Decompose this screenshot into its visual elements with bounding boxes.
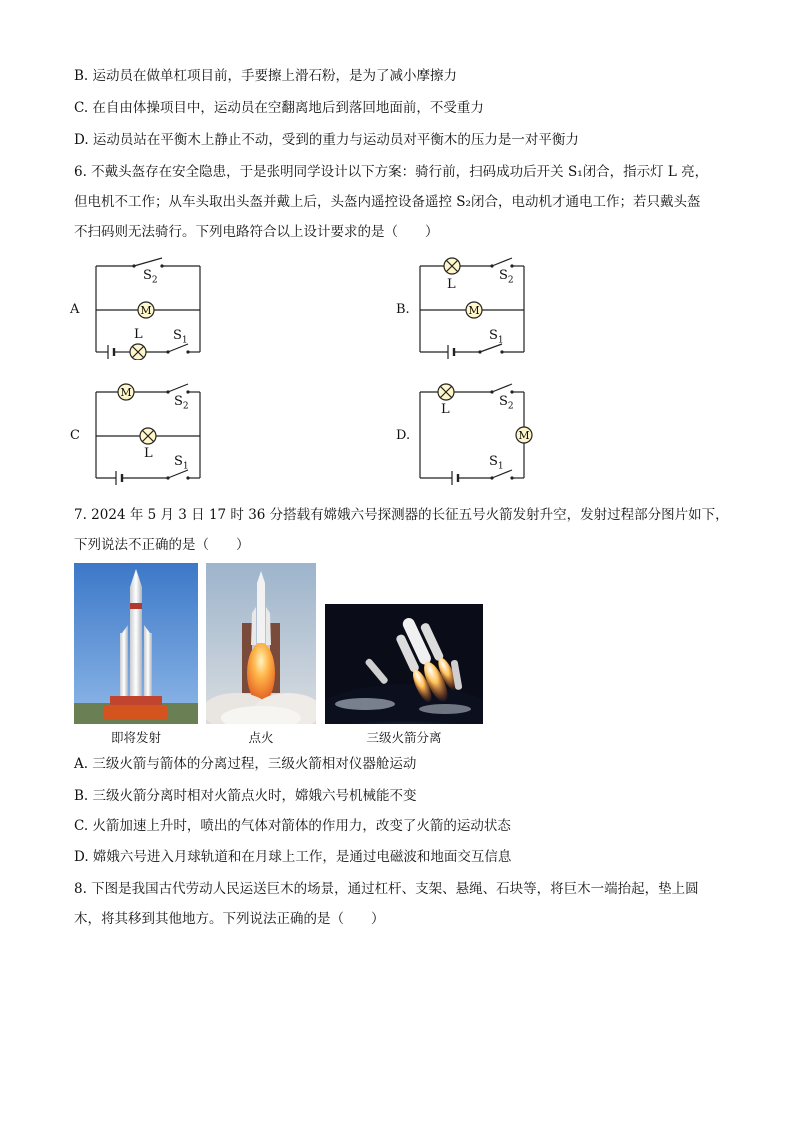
circuit-a-lamp-label: L — [134, 327, 143, 342]
q6-stem-line1: 6. 不戴头盔存在安全隐患，于是张明同学设计以下方案：骑行前，扫码成功后开关 S₁闭合，指示灯 L 亮， — [74, 164, 709, 180]
circuit-d-lamp-label: L — [441, 402, 450, 417]
circuit-d-diagram — [414, 382, 538, 486]
circuit-c-s1-label: $S_1$ — [174, 454, 189, 472]
circuit-a-motor: M — [140, 304, 152, 317]
circuit-b-lamp-label: L — [447, 277, 456, 292]
circuit-d-label: D. — [396, 428, 411, 443]
circuit-b-motor: M — [468, 304, 480, 317]
circuit-c-motor: M — [120, 386, 132, 399]
caption-pre-launch: 即将发射 — [110, 730, 161, 745]
q6-stem-line3: 不扫码则无法骑行。下列电路符合以上设计要求的是（ ） — [74, 224, 439, 240]
q5-option-c: C. 在自由体操项目中，运动员在空翻离地后到落回地面前，不受重力 — [74, 100, 484, 116]
q7-option-c: C. 火箭加速上升时，喷出的气体对箭体的作用力，改变了火箭的运动状态 — [74, 818, 511, 834]
q7-option-a: A. 三级火箭与箭体的分离过程，三级火箭相对仪器舱运动 — [74, 756, 417, 772]
photo-stage-separation — [325, 604, 483, 724]
circuit-a-label: A — [70, 302, 80, 317]
photo-rocket-ignition — [206, 563, 316, 724]
circuit-c-lamp-label: L — [144, 446, 153, 461]
circuit-d-motor: M — [518, 429, 530, 442]
caption-ignition: 点火 — [248, 730, 274, 745]
circuit-c-s2-label: $S_2$ — [174, 394, 189, 412]
photo-rocket-pre-launch — [74, 563, 198, 724]
q8-stem-line1: 8. 下图是我国古代劳动人民运送巨木的场景，通过杠杆、支架、悬绳、石块等，将巨木一端抬起，垫上圆 — [74, 881, 699, 897]
q5-option-d: D. 运动员站在平衡木上静止不动，受到的重力与运动员对平衡木的压力是一对平衡力 — [74, 132, 579, 148]
circuit-a-s2-label: $S_2$ — [143, 268, 158, 286]
q7-option-b: B. 三级火箭分离时相对火箭点火时，嫦娥六号机械能不变 — [74, 788, 417, 804]
q6-stem-line2: 但电机不工作；从车头取出头盔并戴上后，头盔内遥控设备遥控 S₂闭合，电动机才通电工作；若只戴头盔 — [74, 194, 701, 210]
caption-stage-separation: 三级火箭分离 — [366, 730, 442, 745]
q5-option-b: B. 运动员在做单杠项目前，手要擦上滑石粉，是为了减小摩擦力 — [74, 68, 458, 84]
circuit-c-diagram — [90, 382, 208, 486]
q7-stem-line2: 下列说法不正确的是（ ） — [74, 537, 250, 553]
circuit-d-s2-label: $S_2$ — [499, 394, 514, 412]
q7-stem-line1: 7. 2024 年 5 月 3 日 17 时 36 分搭载有嫦娥六号探测器的长征五号火箭发射升空，发射过程部分图片如下， — [74, 507, 729, 523]
q7-option-d: D. 嫦娥六号进入月球轨道和在月球上工作，是通过电磁波和地面交互信息 — [74, 849, 512, 865]
circuit-c-label: C — [70, 428, 80, 443]
circuit-b-label: B. — [396, 302, 410, 317]
circuit-b-s2-label: $S_2$ — [499, 268, 514, 286]
circuit-b-diagram — [414, 256, 532, 360]
circuit-b-s1-label: $S_1$ — [489, 328, 504, 346]
circuit-d-s1-label: $S_1$ — [489, 454, 504, 472]
circuit-a-s1-label: $S_1$ — [173, 328, 188, 346]
q8-stem-line2: 木，将其移到其他地方。下列说法正确的是（ ） — [74, 911, 385, 927]
